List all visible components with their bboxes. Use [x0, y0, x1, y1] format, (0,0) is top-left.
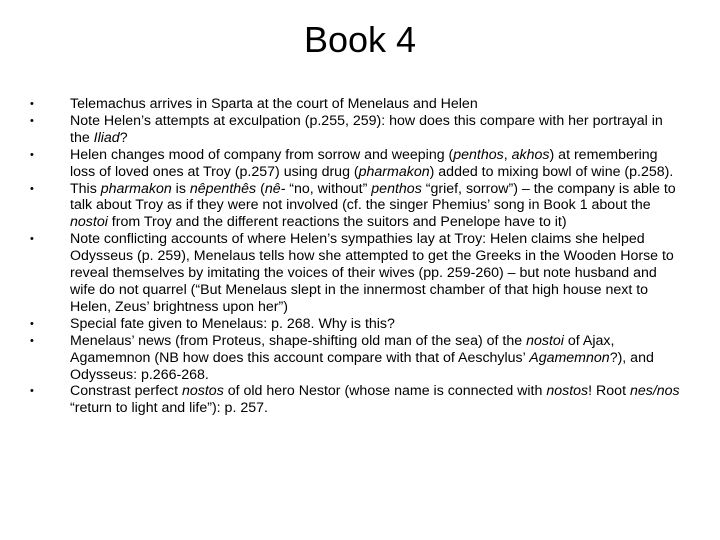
- bullet-marker: •: [30, 148, 34, 161]
- italic-term: pharmakon: [100, 180, 172, 197]
- bullet-text: Note conflicting accounts of where Helen’s sympathies lay at Troy: Helen claims she helped Odysseus (p. 259), Menelaus tells how she attempted to get the Greeks in the Wooden Horse to reveal themselves by imitating the voices of their wives (pp. 259-260) – but note husband and wife do not quarrel (“But Menelaus slept in the innermost chamber of that high house next to Helen, Zeus’ brightness upon her”): [70, 231, 674, 315]
- bullet-marker: •: [30, 98, 34, 110]
- italic-term: nê-: [264, 180, 286, 197]
- bullet-text: Menelaus’ news (from Proteus, shape-shifting old man of the sea) of the: [70, 332, 527, 349]
- bullet-text: ,: [503, 146, 512, 163]
- bullet-text: ?), and Odysseus: p.266-268.: [70, 349, 654, 383]
- bullet-text: ?: [119, 129, 128, 146]
- bullet-text: “grief, sorrow”) – the company is able to talk about Troy as if they were not involved (cf. the singer Phemius’ song in Book 1 about the: [70, 180, 676, 214]
- italic-term: nostoi: [70, 214, 108, 231]
- bullet-item: [30, 96, 682, 113]
- bullet-item: [30, 112, 682, 147]
- bullet-text: Note Helen’s attempts at exculpation (p.255, 259): how does this compare with her portrayal in the: [70, 112, 663, 146]
- bullet-item: [30, 315, 682, 333]
- bullet-text: “no, without”: [285, 180, 372, 197]
- italic-term: penthos: [371, 180, 422, 197]
- bullet-text: Special fate given to Menelaus: p. 268. Why is this?: [70, 315, 395, 332]
- bullet-marker: •: [30, 334, 34, 347]
- bullet-text: is: [171, 180, 190, 197]
- bullet-marker: •: [30, 385, 34, 398]
- bullet-text: of old hero Nestor (whose name is connected with: [223, 383, 547, 400]
- bullet-marker: •: [30, 233, 34, 246]
- bullet-item: [30, 231, 682, 316]
- bullet-item: [30, 383, 682, 417]
- bullet-text: of Ajax, Agamemnon (NB how does this account compare with that of Aeschylus’: [70, 332, 615, 366]
- bullet-marker: •: [30, 114, 34, 127]
- italic-term: pharmakon: [358, 163, 430, 180]
- bullet-item: [30, 180, 682, 232]
- bullet-text: Helen changes mood of company from sorrow and weeping (: [70, 146, 454, 163]
- italic-term: akhos: [511, 146, 550, 163]
- italic-term: Agamemnon: [529, 349, 610, 366]
- italic-term: penthos: [453, 146, 504, 163]
- bullet-text: ) added to mixing bowl of wine (p.258).: [429, 163, 674, 180]
- italic-term: nêpenthês: [189, 180, 257, 197]
- slide-title: Book 4: [303, 19, 417, 60]
- bullet-text: Telemachus arrives in Sparta at the court of Menelaus and Helen: [70, 96, 478, 112]
- italic-term: nes/nos: [629, 383, 680, 400]
- italic-term: Iliad: [93, 129, 120, 146]
- bullet-text: Constrast perfect: [70, 383, 182, 400]
- bullet-text: (: [256, 180, 265, 197]
- bullet-text: ! Root: [588, 383, 630, 400]
- bullet-marker: •: [30, 182, 34, 195]
- italic-term: nostos: [181, 383, 224, 400]
- bullet-text: from Troy and the different reactions the suitors and Penelope have to it): [107, 214, 567, 231]
- bullet-text: “return to light and life”): p. 257.: [70, 400, 268, 417]
- bullet-marker: •: [30, 317, 34, 330]
- italic-term: nostos: [546, 383, 589, 400]
- bullet-list: [30, 96, 682, 417]
- bullet-item: [30, 146, 682, 181]
- bullet-text: This: [70, 180, 101, 197]
- bullet-item: [30, 332, 682, 384]
- italic-term: nostoi: [526, 332, 564, 349]
- bullet-text: ) at remembering loss of loved ones at Troy (p.257) using drug (: [70, 146, 658, 180]
